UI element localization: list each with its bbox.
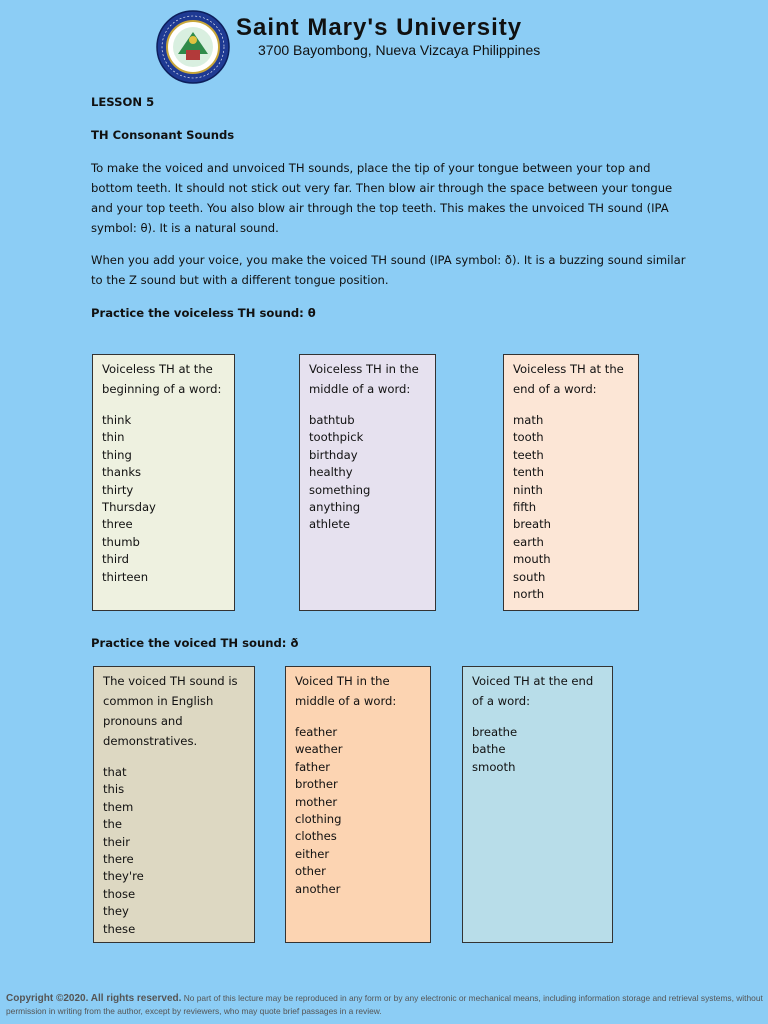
lesson-number: LESSON 5 xyxy=(91,95,155,109)
word-item: bathtub xyxy=(309,413,355,427)
word-item: they're xyxy=(103,869,144,884)
word-item: feather xyxy=(295,725,338,739)
voiceless-beginning-box xyxy=(92,354,235,611)
word-item: either xyxy=(295,846,330,861)
word-item: math xyxy=(513,413,544,427)
word-item: mouth xyxy=(513,552,551,567)
word-item: athlete xyxy=(309,517,351,532)
word-item: toothpick xyxy=(309,430,364,445)
word-list xyxy=(295,724,421,898)
university-seal-icon xyxy=(156,10,230,84)
word-item: three xyxy=(102,517,133,532)
word-item: this xyxy=(103,782,125,797)
copyright-notice: No part of this lecture may be reproduced in any form or by any electronic or mechanical means, including information storage and retrieval systems, without permission in writing from the author, except by reviewers, who may quote brief passages in a review. xyxy=(6,993,763,1016)
intro-paragraph: To make the voiced and unvoiced TH sounds, place the tip of your tongue between your top and bottom teeth. It should not stick out very far. Then blow air through the space between your tongue and your top teeth. You also blow air through the top teeth. This makes the unvoiced TH sound (IPA symbol: θ). It is a natural sound. xyxy=(91,161,673,235)
page-header xyxy=(0,0,768,90)
word-list xyxy=(102,412,225,586)
word-item: healthy xyxy=(309,465,353,480)
box-heading: Voiceless TH at the beginning of a word: xyxy=(102,362,222,396)
word-list xyxy=(103,764,245,938)
word-item: thing xyxy=(102,447,132,462)
word-item: breathe xyxy=(472,725,518,739)
word-item: thanks xyxy=(102,465,142,480)
word-list xyxy=(472,724,603,776)
voiced-paragraph: When you add your voice, you make the voiced TH sound (IPA symbol: ð). It is a buzzing sound similar to the Z sound but with a different tongue position. xyxy=(91,253,686,287)
word-item: clothing xyxy=(295,812,342,827)
word-item: those xyxy=(103,886,136,901)
word-item: smooth xyxy=(472,759,516,774)
word-item: thirty xyxy=(102,482,134,497)
box-heading: Voiced TH in the middle of a word: xyxy=(295,674,397,708)
voiced-pronouns-box xyxy=(93,666,255,943)
word-item: they xyxy=(103,904,129,919)
word-item: weather xyxy=(295,742,343,757)
voiced-end-box xyxy=(462,666,613,943)
word-item: thin xyxy=(102,430,125,445)
university-name: Saint Mary's University xyxy=(236,14,523,41)
voiceless-middle-box xyxy=(299,354,436,611)
copyright-text: Copyright ©2020. All rights reserved. xyxy=(6,993,182,1004)
copyright-footer xyxy=(6,992,764,1017)
word-item: something xyxy=(309,482,371,497)
word-item: there xyxy=(103,852,134,867)
voiced-middle-box xyxy=(285,666,431,943)
word-item: breath xyxy=(513,517,552,532)
word-item: anything xyxy=(309,500,361,515)
lesson-title: TH Consonant Sounds xyxy=(91,128,235,142)
word-item: teeth xyxy=(513,447,544,462)
voiced-practice-heading: Practice the voiced TH sound: ð xyxy=(91,636,299,650)
word-item: thumb xyxy=(102,534,140,549)
word-item: birthday xyxy=(309,447,358,462)
word-item: clothes xyxy=(295,829,337,844)
box-heading: Voiceless TH at the end of a word: xyxy=(513,362,624,396)
word-item: thirteen xyxy=(102,569,149,584)
word-item: them xyxy=(103,799,134,814)
word-item: brother xyxy=(295,777,338,792)
word-item: south xyxy=(513,569,546,584)
word-item: their xyxy=(103,834,131,849)
word-item: another xyxy=(295,881,341,896)
word-item: other xyxy=(295,864,326,879)
box-heading: Voiceless TH in the middle of a word: xyxy=(309,362,419,396)
word-item: these xyxy=(103,921,136,936)
box-heading: The voiced TH sound is common in English pronouns and demonstratives. xyxy=(103,674,238,748)
word-item: earth xyxy=(513,534,544,549)
word-item: ninth xyxy=(513,482,543,497)
word-list xyxy=(513,412,629,603)
word-item: fifth xyxy=(513,500,537,515)
word-item: bathe xyxy=(472,742,506,757)
word-list xyxy=(309,412,426,534)
word-item: mother xyxy=(295,794,338,809)
word-item: father xyxy=(295,759,330,774)
voiceless-practice-heading: Practice the voiceless TH sound: θ xyxy=(91,306,316,320)
box-heading: Voiced TH at the end of a word: xyxy=(472,674,594,708)
voiceless-end-box xyxy=(503,354,639,611)
word-item: tenth xyxy=(513,465,544,480)
word-item: Thursday xyxy=(102,500,156,515)
word-item: the xyxy=(103,817,123,832)
word-item: tooth xyxy=(513,430,544,445)
university-address: 3700 Bayombong, Nueva Vizcaya Philippines xyxy=(258,42,541,58)
word-item: third xyxy=(102,552,130,567)
word-item: north xyxy=(513,587,545,602)
word-item: that xyxy=(103,765,127,779)
word-item: think xyxy=(102,413,132,427)
